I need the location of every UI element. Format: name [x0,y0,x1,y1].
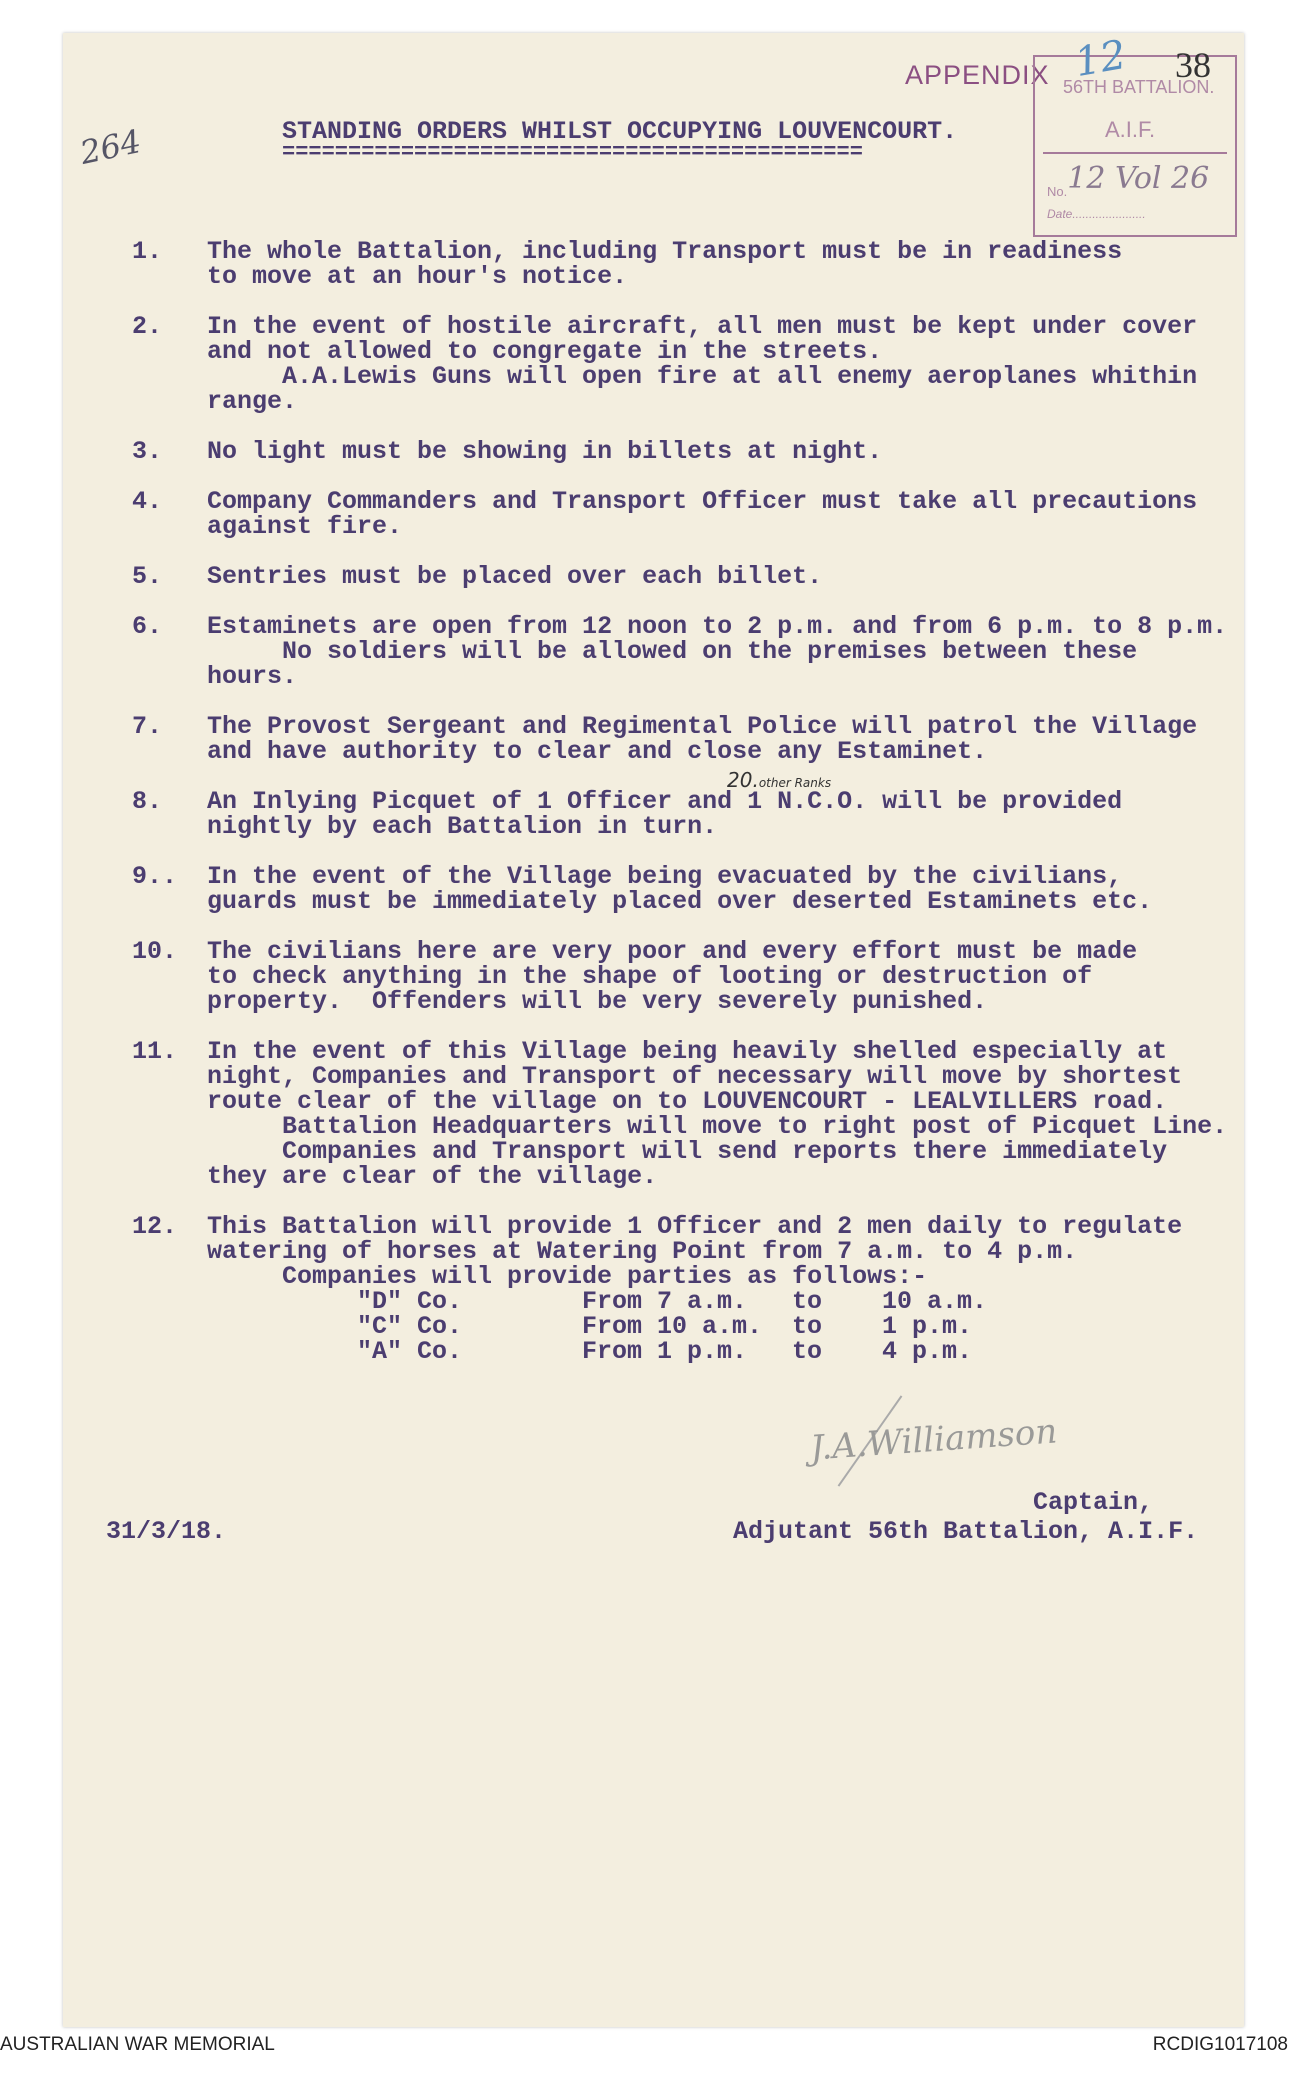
order-number: 11. [132,1037,178,1066]
watering-to: to [792,1287,823,1316]
order-item [132,789,1227,839]
order-line: property. Offenders will be very severely punished. [207,987,988,1016]
order-item [132,614,1227,689]
order-line: nightly by each Battalion in turn. [207,812,718,841]
watering-from: From 10 a.m. [582,1312,763,1341]
stamp-no-label: No. [1047,184,1068,199]
appendix-stamp: APPENDIX [905,60,1050,90]
order-line: An Inlying Picquet of 1 Officer and 1 N.C.O. will be provided [207,787,1123,816]
footer-reference: RCDIG1017108 [1152,2034,1288,2055]
stamp-number [1047,161,1210,204]
document-title: STANDING ORDERS WHILST OCCUPYING LOUVENCOURT. [282,117,958,146]
watering-company: "A" Co. [357,1337,463,1366]
order-line: to check anything in the shape of looting or destruction of [207,962,1093,991]
watering-company: "C" Co. [357,1312,463,1341]
order-line: and not allowed to congregate in the streets. [207,337,883,366]
watering-until: 10 a.m. [882,1287,988,1316]
watering-table-row [207,1289,1182,1314]
order-number: 1. [132,237,163,266]
insert-text: other Ranks [758,776,832,790]
order-line: Battalion Headquarters will move to right post of Picquet Line. [282,1112,1228,1141]
order-number: 12. [132,1212,178,1241]
order-line: Company Commanders and Transport Officer must take all precautions [207,487,1198,516]
watering-to: to [792,1312,823,1341]
order-item [132,1039,1227,1189]
title-underline: ============================================ [282,140,863,165]
order-line: No light must be showing in billets at night. [207,437,883,466]
order-number: 6. [132,612,163,641]
order-item [132,314,1227,414]
order-number: 4. [132,487,163,516]
insert-number: 20. [727,768,759,792]
order-line: against fire. [207,512,403,541]
order-line: The civilians here are very poor and every effort must be made [207,937,1138,966]
folio-number-handwritten: 264 [76,122,145,172]
signatory-title: Adjutant 56th Battalion, A.I.F. [733,1517,1199,1546]
stamp-no-value: 12 Vol 26 [1067,161,1210,196]
order-line: and have authority to clear and close any Estaminet. [207,737,988,766]
document-date: 31/3/18. [106,1517,227,1546]
order-line: Companies will provide parties as follows:- [282,1262,928,1291]
order-item [132,439,1227,464]
page-number: 38 [1175,45,1211,85]
order-line: route clear of the village on to LOUVENCOURT - LEALVILLERS road. [207,1087,1168,1116]
watering-to: to [792,1337,823,1366]
order-line: night, Companies and Transport of necessary will move by shortest [207,1062,1183,1091]
order-line: they are clear of the village. [207,1162,658,1191]
order-number: 2. [132,312,163,341]
order-item [132,564,1227,589]
order-line: hours. [207,662,298,691]
signatory-rank: Captain, [1033,1488,1154,1517]
stamp-battalion: 56TH BATTALION. [1063,77,1215,97]
appendix-number-handwritten: 12 [1071,31,1130,87]
order-item [132,489,1227,539]
order-number: 3. [132,437,163,466]
order-line: In the event of the Village being evacuated by the civilians, [207,862,1123,891]
order-line: In the event of hostile aircraft, all men must be kept under cover [207,312,1198,341]
order-item [132,1214,1227,1364]
order-number: 8. [132,787,163,816]
order-line: guards must be immediately placed over deserted Estaminets etc. [207,887,1153,916]
order-line: This Battalion will provide 1 Officer and 2 men daily to regulate [207,1212,1183,1241]
order-item [132,939,1227,1014]
watering-until: 1 p.m. [882,1312,973,1341]
order-line: to move at an hour's notice. [207,262,628,291]
stamp-divider [1043,152,1227,154]
order-line: A.A.Lewis Guns will open fire at all enemy aeroplanes whithin [282,362,1198,391]
order-line: The whole Battalion, including Transport must be in readiness [207,237,1123,266]
watering-company: "D" Co. [357,1287,463,1316]
order-number: 7. [132,712,163,741]
order-item [132,239,1227,289]
watering-table-row [207,1339,1182,1364]
order-item [132,864,1227,914]
stamp-aif: A.I.F. [1105,117,1156,142]
stamp-date: Date...................... [1047,207,1146,221]
order-line: watering of horses at Watering Point from 7 a.m. to 4 p.m. [207,1237,1078,1266]
order-line: In the event of this Village being heavily shelled especially at [207,1037,1168,1066]
order-line: Companies and Transport will send reports there immediately [282,1137,1168,1166]
watering-table-row [207,1314,1182,1339]
watering-from: From 7 a.m. [582,1287,748,1316]
order-line: Sentries must be placed over each billet. [207,562,823,591]
footer-institution: AUSTRALIAN WAR MEMORIAL [0,2034,275,2055]
order-number: 10. [132,937,178,966]
order-line: Estaminets are open from 12 noon to 2 p.m. and from 6 p.m. to 8 p.m. [207,612,1228,641]
signature: J.A.Williamson [808,1411,1059,1469]
order-number: 9.. [132,862,178,891]
order-item [132,714,1227,764]
orders-list [132,239,1227,1389]
order-line: The Provost Sergeant and Regimental Police will patrol the Village [207,712,1198,741]
order-number: 5. [132,562,163,591]
watering-until: 4 p.m. [882,1337,973,1366]
order-line: range. [207,387,298,416]
order-line: No soldiers will be allowed on the premises between these [282,637,1138,666]
watering-from: From 1 p.m. [582,1337,748,1366]
